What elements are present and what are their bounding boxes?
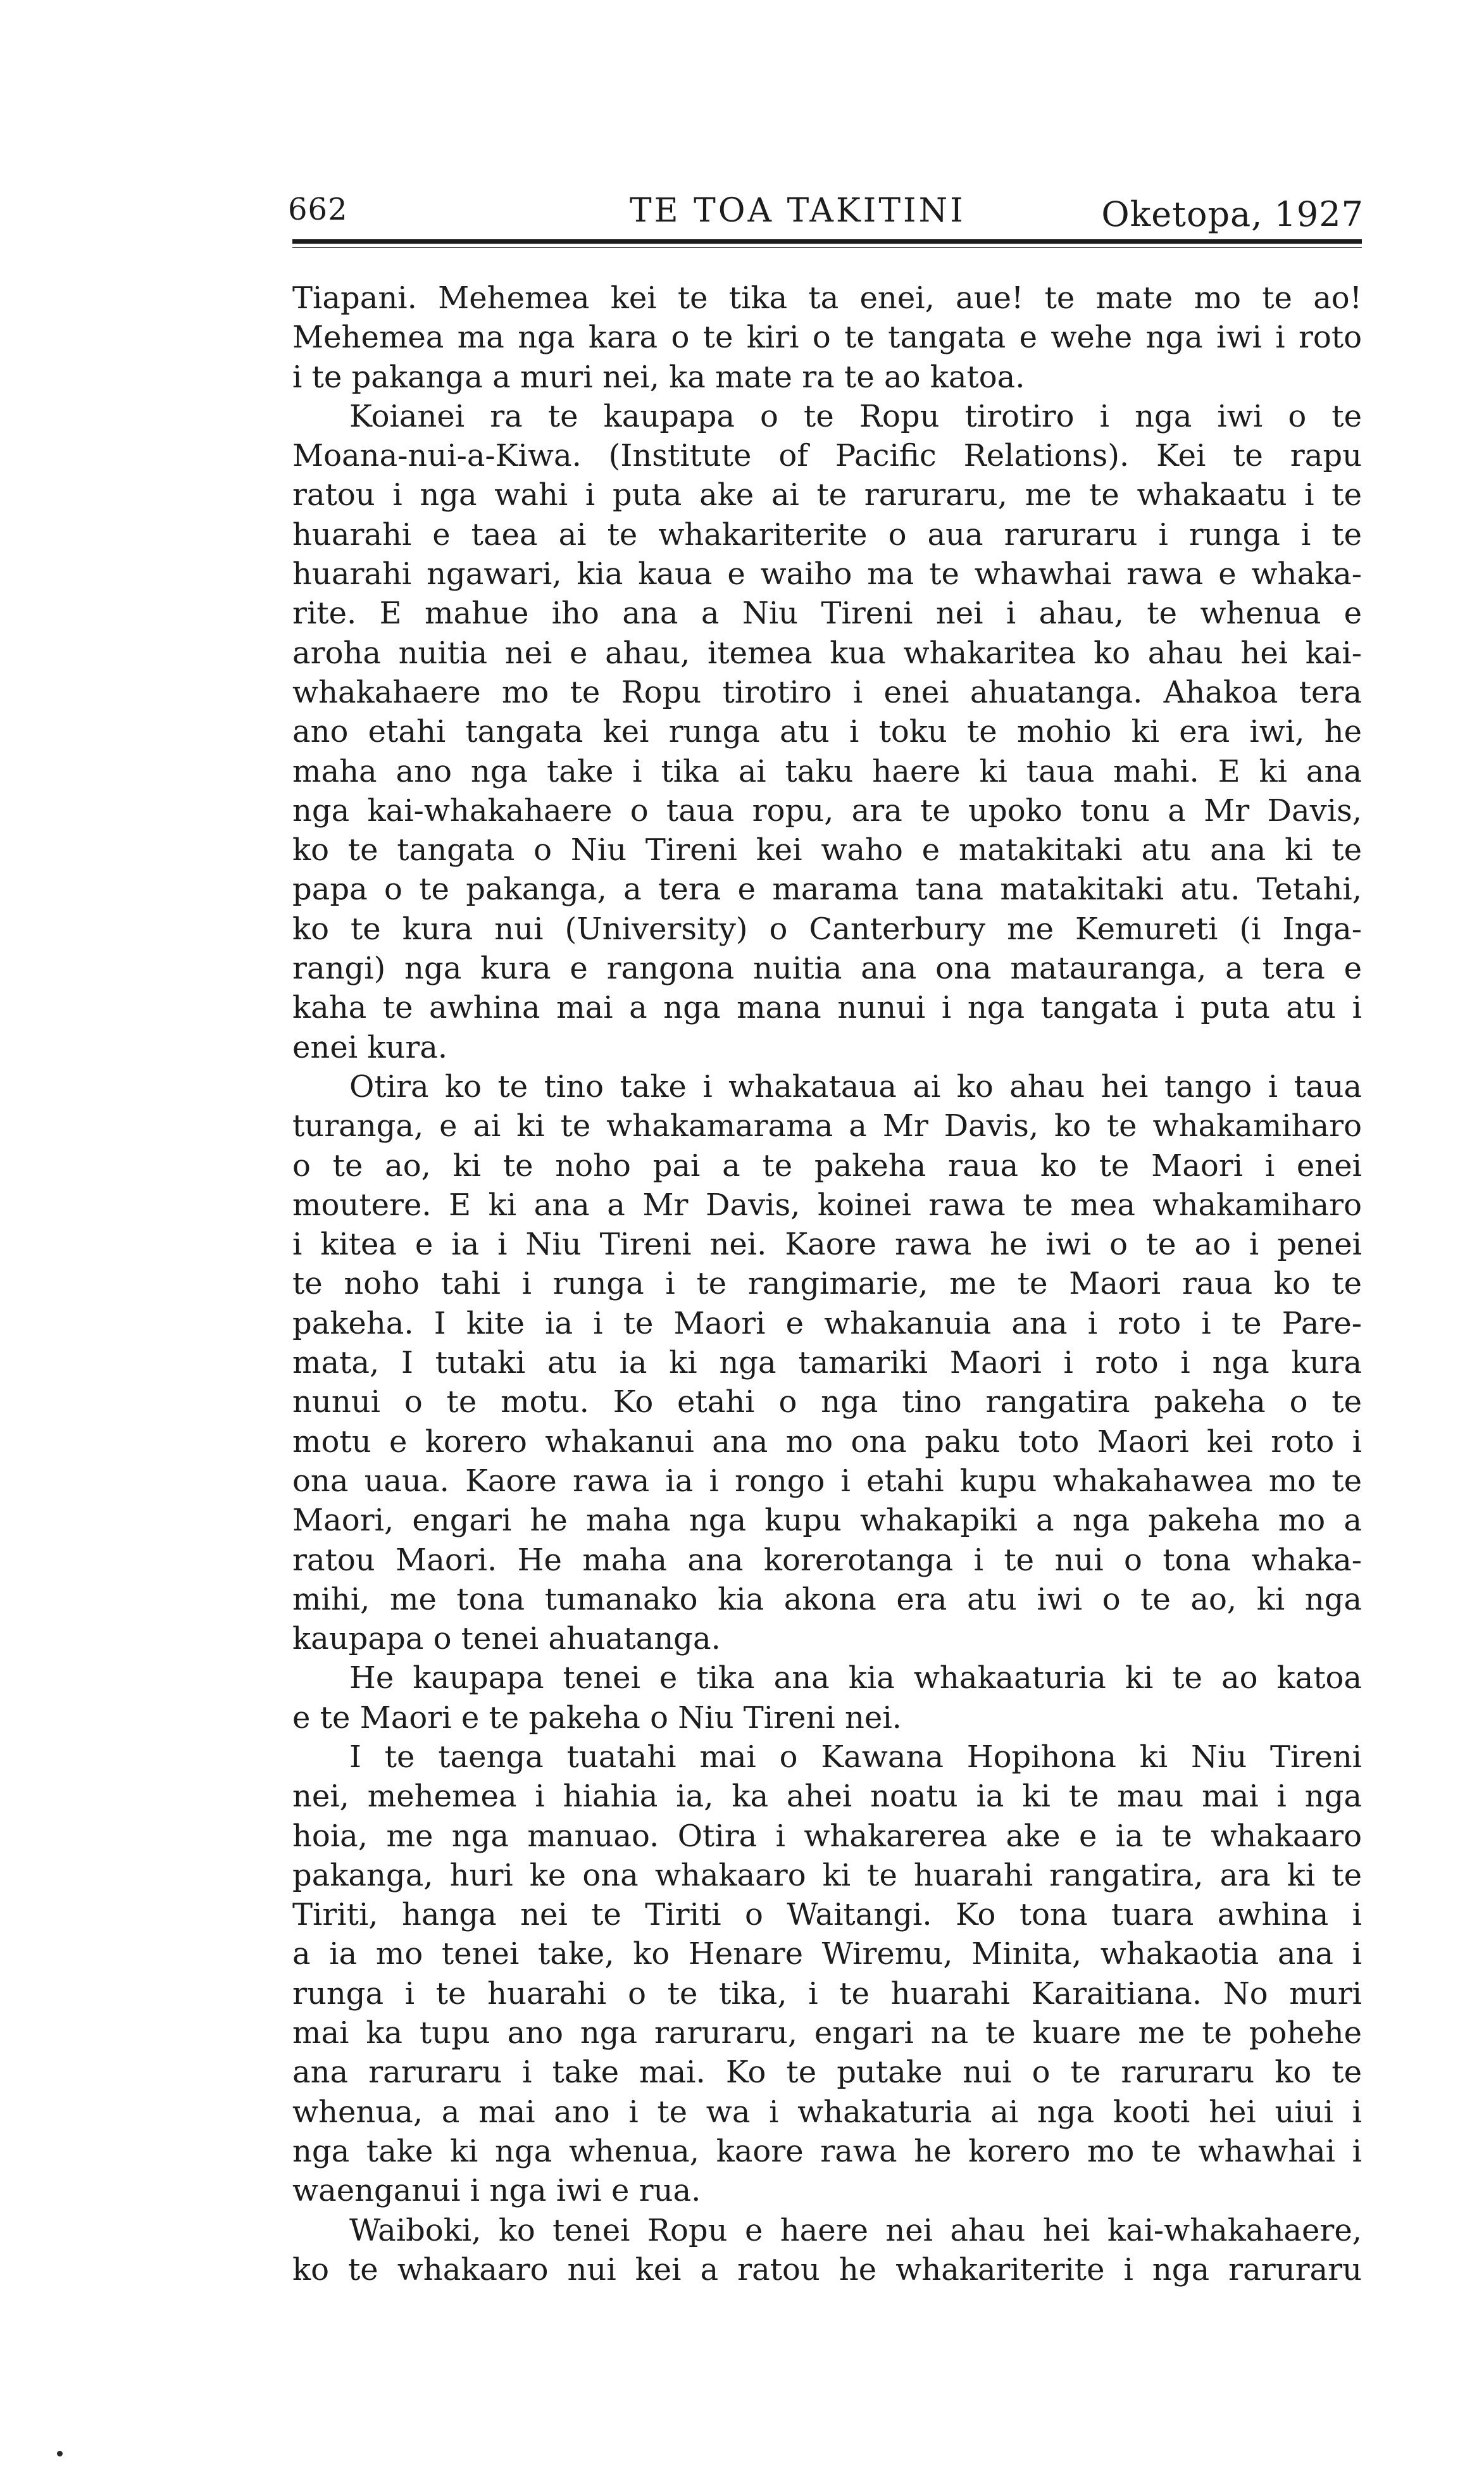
text-line: turanga, e ai ki te whakamarama a Mr Davis, ko te whakamiharo	[292, 1108, 1362, 1144]
text-line: nunui o te motu. Ko etahi o nga tino rangatira pakeha o te	[292, 1384, 1362, 1420]
text-line: Mehemea ma nga kara o te kiri o te tangata e wehe nga iwi i roto	[292, 320, 1362, 356]
text-line: nei, mehemea i hiahia ia, ka ahei noatu ia ki te mau mai i nga	[292, 1779, 1362, 1815]
text-line: ko te kura nui (University) o Canterbury me Kemureti (i Inga-	[292, 911, 1362, 947]
text-line: a ia mo tenei take, ko Henare Wiremu, Minita, whakaotia ana i	[292, 1936, 1362, 1972]
text-line: rangi) nga kura e rangona nuitia ana ona matauranga, a tera e	[292, 951, 1362, 987]
text-line: kaupapa o tenei ahuatanga.	[292, 1621, 721, 1657]
text-line: ratou Maori. He maha ana korerotanga i te nui o tona whaka-	[292, 1542, 1362, 1578]
text-line: hoia, me nga manuao. Otira i whakarerea ake e ia te whakaaro	[292, 1818, 1362, 1854]
text-line: o te ao, ki te noho pai a te pakeha raua ko te Maori i enei	[292, 1148, 1362, 1184]
header-rule	[292, 239, 1362, 244]
page-header	[288, 180, 1364, 237]
header-rule-thin	[292, 247, 1362, 248]
text-line: papa o te pakanga, a tera e marama tana matakitaki atu. Tetahi,	[292, 872, 1362, 908]
text-line: mata, I tutaki atu ia ki nga tamariki Maori i roto i nga kura	[292, 1345, 1362, 1381]
text-line: pakanga, huri ke ona whakaaro ki te huarahi rangatira, ara ki te	[292, 1857, 1362, 1893]
text-line: I te taenga tuatahi mai o Kawana Hopihona ki Niu Tireni	[349, 1739, 1362, 1775]
text-line: He kaupapa tenei e tika ana kia whakaaturia ki te ao katoa	[349, 1660, 1362, 1696]
text-line: Koianei ra te kaupapa o te Ropu tirotiro i nga iwi o te	[349, 398, 1362, 434]
paragraph	[292, 1658, 1362, 1737]
text-line: kaha te awhina mai a nga mana nunui i nga tangata i puta atu i	[292, 990, 1362, 1026]
text-line: i te pakanga a muri nei, ka mate ra te ao katoa.	[292, 359, 1025, 395]
ink-speck	[57, 2451, 63, 2456]
text-line: ona uaua. Kaore rawa ia i rongo i etahi kupu whakahawea mo te	[292, 1463, 1362, 1499]
text-line: e te Maori e te pakeha o Niu Tireni nei.	[292, 1699, 902, 1736]
text-line: mai ka tupu ano nga raruraru, engari na te kuare me te pohehe	[292, 2015, 1362, 2051]
text-line: whakahaere mo te Ropu tirotiro i enei ahuatanga. Ahakoa tera	[292, 674, 1362, 710]
text-line: motu e korero whakanui ana mo ona paku toto Maori kei roto i	[292, 1424, 1362, 1460]
paragraph	[292, 397, 1362, 1067]
text-line: moutere. E ki ana a Mr Davis, koinei rawa te mea whakamiharo	[292, 1187, 1362, 1223]
text-line: waenganui i nga iwi e rua.	[292, 2173, 701, 2209]
text-line: whenua, a mai ano i te wa i whakaturia ai nga kooti hei uiui i	[292, 2094, 1362, 2130]
text-line: mihi, me tona tumanako kia akona era atu iwi o te ao, ki nga	[292, 1581, 1362, 1617]
text-line: pakeha. I kite ia i te Maori e whakanuia ana i roto i te Pare-	[292, 1305, 1362, 1341]
text-line: Moana-nui-a-Kiwa. (Institute of Pacific Relations). Kei te rapu	[292, 438, 1362, 474]
text-line: Tiriti, hanga nei te Tiriti o Waitangi. Ko tona tuara awhina i	[292, 1897, 1362, 1933]
paragraph	[292, 1737, 1362, 2211]
paragraph	[292, 2211, 1362, 2290]
body-text	[292, 278, 1362, 2289]
text-line: runga i te huarahi o te tika, i te huarahi Karaitiana. No muri	[292, 1975, 1362, 2012]
text-line: aroha nuitia nei e ahau, itemea kua whakaritea ko ahau hei kai-	[292, 635, 1362, 671]
text-line: nga take ki nga whenua, kaore rawa he korero mo te whawhai i	[292, 2133, 1362, 2169]
text-line: ratou i nga wahi i puta ake ai te raruraru, me te whakaatu i te	[292, 477, 1362, 513]
issue-date: Oketopa, 1927	[1101, 194, 1364, 234]
text-line: Maori, engari he maha nga kupu whakapiki a nga pakeha mo a	[292, 1503, 1362, 1539]
text-line: ano etahi tangata kei runga atu i toku te mohio ki era iwi, he	[292, 714, 1362, 750]
text-line: Otira ko te tino take i whakatauа ai ko ahau hei tango i taua	[349, 1068, 1362, 1104]
text-line: Tiapani. Mehemea kei te tika ta enei, aue! te mate mo te ao!	[292, 280, 1362, 316]
text-line: Waiboki, ko tenei Ropu e haere nei ahau hei kai-whakahaere,	[349, 2212, 1362, 2248]
text-line: rite. E mahue iho ana a Niu Tireni nei i ahau, te whenua e	[292, 596, 1362, 632]
text-line: maha ano nga take i tika ai taku haere ki taua mahi. E ki ana	[292, 753, 1362, 789]
paragraph	[292, 278, 1362, 397]
text-line: ana raruraru i take mai. Ko te putake nui o te raruraru ko te	[292, 2055, 1362, 2091]
running-title: TE TOA TAKITINI	[630, 192, 966, 230]
text-line: huarahi ngawari, kia kaua e waiho ma te whawhai rawa e whaka-	[292, 556, 1362, 592]
page-number: 662	[288, 192, 348, 227]
text-line: te noho tahi i runga i te rangimarie, me te Maori raua ko te	[292, 1266, 1362, 1302]
paragraph	[292, 1067, 1362, 1658]
text-line: i kitea e ia i Niu Tireni nei. Kaore rawa he iwi o te ao i penei	[292, 1227, 1362, 1263]
text-line: nga kai-whakahaere o taua ropu, ara te upoko tonu a Mr Davis,	[292, 792, 1362, 829]
text-line: ko te whakaaro nui kei a ratou he whakariterite i nga raruraru	[292, 2251, 1362, 2287]
text-line: huarahi e taea ai te whakariterite o aua raruraru i runga i te	[292, 516, 1362, 553]
text-line: enei kura.	[292, 1029, 448, 1065]
text-line: ko te tangata o Niu Tireni kei waho e matakitaki atu ana ki te	[292, 832, 1362, 868]
